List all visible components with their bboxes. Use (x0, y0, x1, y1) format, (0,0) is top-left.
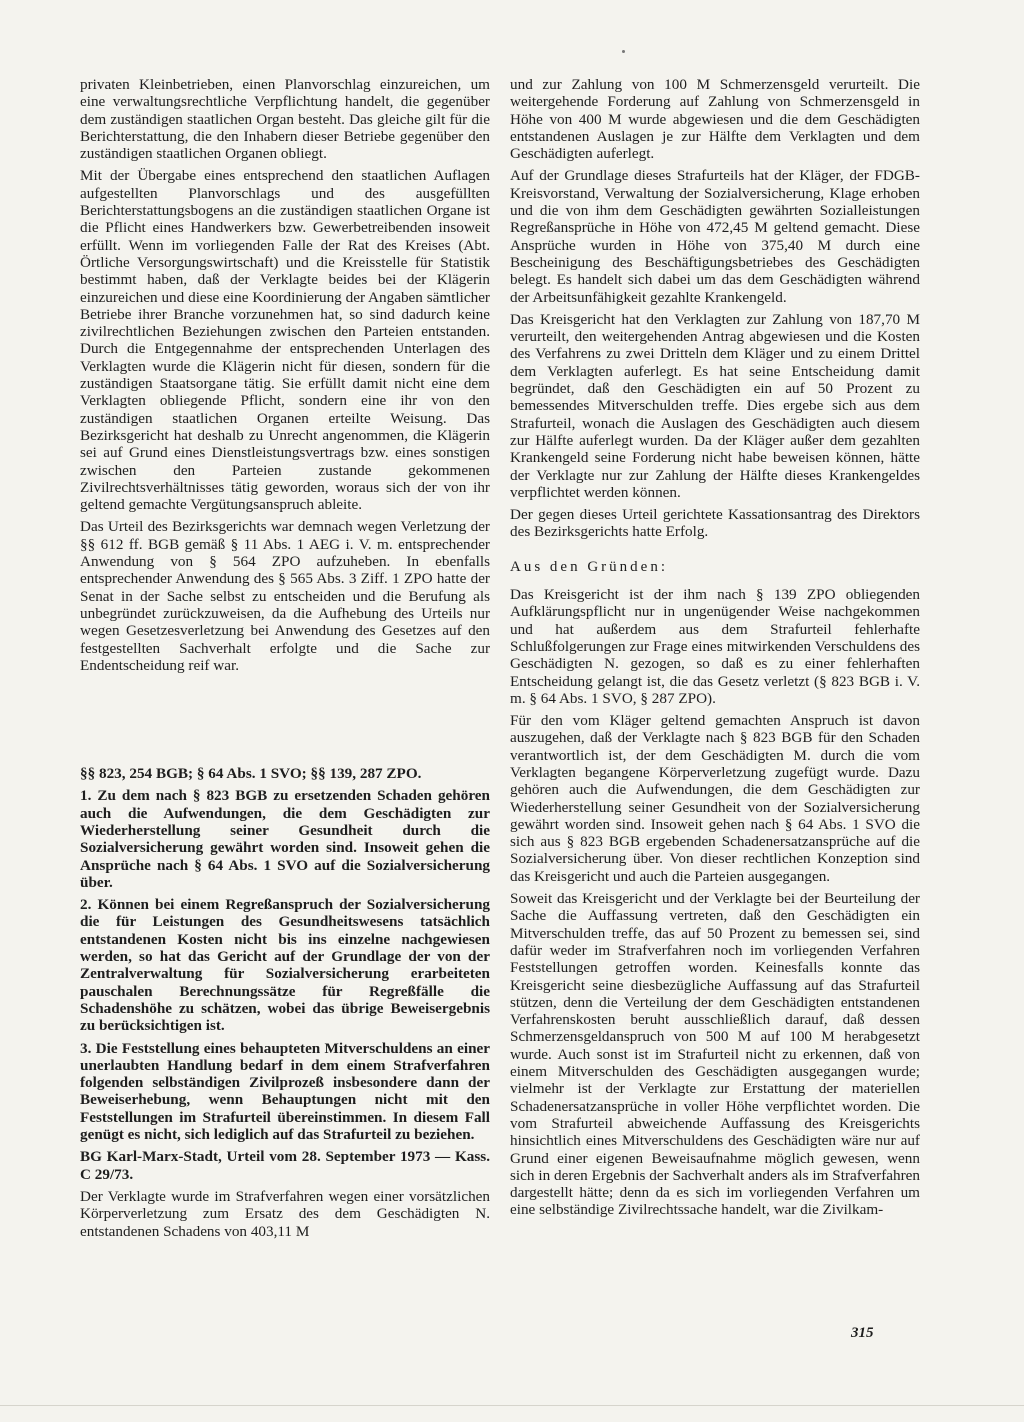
left-column (80, 76, 490, 1245)
paragraph: Das Kreisgericht hat den Verklagten zur Zahlung von 187,70 M verurteilt, den weitergehenden Antrag abgewiesen und die Kosten des Verfahrens zu zwei Dritteln dem Kläger und zu einem Drittel dem Verklagten auferlegt. Es hat seine Entscheidung damit begründet, daß den Geschädigten ein auf 50 Prozent zu bemessendes Mitverschulden treffe. Dies ergebe sich aus dem Strafurteil, wonach die Auslagen des Geschädigten auch diesem zur Hälfte auferlegt wurden. Da der Kläger außer dem gezahlten Krankengeld seine Forderung nicht habe beweisen können, hätte der Verklagte nur zur Zahlung der Hälfte dieses Krankengeldes verpflichtet werden können. (510, 310, 920, 501)
court-citation: BG Karl-Marx-Stadt, Urteil vom 28. September 1973 — Kass. C 29/73. (80, 1148, 490, 1183)
paragraph: Der gegen dieses Urteil gerichtete Kassationsantrag des Direktors des Bezirksgerichts hatte Erfolg. (510, 506, 920, 541)
scan-edge (0, 1405, 1024, 1406)
paragraph: Für den vom Kläger geltend gemachten Anspruch ist davon auszugehen, daß der Verklagte nach § 823 BGB für den Schaden verantwortlich ist, der dem Geschädigten M. durch die vom Verklagten begangene Körperverletzung zugefügt wurde. Dazu gehören auch die Aufwendungen, die dem Geschädigten zur Wiederherstellung seiner Gesundheit von der Sozialversicherung gewährt worden sind. Insoweit gehen nach § 64 Abs. 1 SVO die sich aus § 823 BGB ergebenden Schadenersatzansprüche auf die Sozialversicherung über. Von dieser rechtlichen Konzeption sind das Kreisgericht und auch die Parteien ausgegangen. (510, 712, 920, 885)
page-number: 315 (851, 1325, 874, 1341)
paragraph: Mit der Übergabe eines entsprechend den staatlichen Auflagen aufgestellten Planvorschlags und des ausgefüllten Berichterstattungsbogens an die zuständigen staatlichen Organe ist die Pflicht eines Handwerkers bzw. Gewerbetreibenden insoweit erfüllt. Wenn im vorliegenden Falle der Rat des Kreises (Abt. Örtliche Versorgungswirtschaft) und die Kreisstelle für Statistik bestimmt haben, daß der Verklagte beides bei der Klägerin einzureichen und diese eine Koordinierung der Angaben sämtlicher Betriebe ihrer Branche vorzunehmen hat, so sind dadurch keine zivilrechtlichen Beziehungen zwischen den Parteien entstanden. Durch die Entgegennahme der entsprechenden Unterlagen des Verklagten wurde die Klägerin nicht für diesen, sondern für die zuständigen Staatsorgane tätig. Sie erfüllt damit nicht eine dem Verklagten obliegende Pflicht, sondern eine ihr von den zuständigen staatlichen Organen erteilte Weisung. Das Bezirksgericht hat deshalb zu Unrecht angenommen, die Klägerin sei auf Grund eines Dienstleistungsvertrags bzw. eines sonstigen zwischen den Parteien zustande gekommenen Zivilrechtsverhältnisses tätig geworden, woraus sich der von ihr geltend gemachte Vergütungsanspruch ableite. (80, 167, 490, 514)
headnote-2: 2. Können bei einem Regreßanspruch der Sozialversicherung die für Leistungen des Gesundheitswesens tatsächlich entstandenen Kosten nicht bis ins einzelne nachgewiesen werden, so hat das Gericht auf der Grundlage der von der Zentralverwaltung für Sozialversicherung erarbeiteten pauschalen Berechnungssätze für Regreßfälle die Schadenshöhe zu schätzen, wobei das übrige Beweisergebnis zu berücksichtigen ist. (80, 896, 490, 1035)
section-heading: Aus den Gründen: (510, 558, 668, 575)
spacer (80, 679, 490, 765)
right-column (510, 76, 920, 1224)
paragraph: Das Urteil des Bezirksgerichts war demnach wegen Verletzung der §§ 612 ff. BGB gemäß § 11 Abs. 1 AEG i. V. m. entsprechender Anwendung von § 564 ZPO aufzuheben. In ebenfalls entsprechender Anwendung des § 565 Abs. 3 Ziff. 1 ZPO hatte der Senat in der Sache selbst zu entscheiden und die Berufung als unbegründet zurückzuweisen, da die Aufhebung des Urteils nur wegen Gesetzesverletzung bei Anwendung des Gesetzes auf den festgestellten Sachverhalt erfolgte und die Sache zur Endentscheidung reif war. (80, 518, 490, 674)
paragraph: Der Verklagte wurde im Strafverfahren wegen einer vorsätzlichen Körperverletzung zum Ersatz des dem Geschädigten N. entstandenen Schadens von 403,11 M (80, 1187, 490, 1240)
paragraph: Das Kreisgericht ist der ihm nach § 139 ZPO obliegenden Aufklärungspflicht nur in ungenügender Weise nachgekommen und hat außerdem aus dem Strafurteil fehlerhafte Schlußfolgerungen zur Frage eines mitwirkenden Verschuldens des Geschädigten N. gezogen, so daß es zu einer fehlerhaften Entscheidung gelangt ist, die das Gesetz verletzt (§ 823 BGB i. V. m. § 64 Abs. 1 SVO, § 287 ZPO). (510, 586, 920, 707)
headnote-1: 1. Zu dem nach § 823 BGB zu ersetzenden Schaden gehören auch die Aufwendungen, die dem Geschädigten zur Wiederherstellung seiner Gesundheit durch die Sozialversicherung gewährt worden sind. Insoweit gehen die Ansprüche nach § 64 Abs. 1 SVO auf die Sozialversicherung über. (80, 787, 490, 891)
print-speck (622, 50, 625, 53)
paragraph: privaten Kleinbetrieben, einen Planvorschlag einzureichen, um eine verwaltungsrechtliche Verpflichtung handelt, die gegenüber dem zuständigen staatlichen Organ besteht. Das gleiche gilt für die Berichterstattung, die den Inhabern dieser Betriebe gegenüber den zuständigen staatlichen Organen obliegt. (80, 76, 490, 163)
headnote-3: 3. Die Feststellung eines behaupteten Mitverschuldens an einer unerlaubten Handlung bedarf in dem einem Strafverfahren folgenden selbständigen Zivilprozeß insbesondere dann der Beweiserhebung, wenn Behauptungen nicht mit den Feststellungen im Strafurteil übereinstimmen. In diesem Fall genügt es nicht, sich lediglich auf das Strafurteil zu beziehen. (80, 1039, 490, 1144)
paragraph: und zur Zahlung von 100 M Schmerzensgeld verurteilt. Die weitergehende Forderung auf Zahlung von Schmerzensgeld in Höhe von 400 M wurde abgewiesen und die dem Geschädigten entstandenen Auslagen je zur Hälfte dem Verklagten und dem Geschädigten auferlegt. (510, 76, 920, 163)
legal-norms-heading: §§ 823, 254 BGB; § 64 Abs. 1 SVO; §§ 139, 287 ZPO. (80, 765, 422, 783)
paragraph: Auf der Grundlage dieses Strafurteils hat der Kläger, der FDGB-Kreisvorstand, Verwaltung der Sozialversicherung, Klage erhoben und die von ihm dem Geschädigten gewährten Sozialleistungen Regreßansprüche in Höhe von 472,45 M geltend gemacht. Diese Ansprüche wurden in Höhe von 375,40 M durch eine Bescheinigung des Beschäftigungsbetriebes des Geschädigten belegt. Es handelt sich dabei um das dem Geschädigten während der Arbeitsunfähigkeit gezahlte Krankengeld. (510, 167, 920, 306)
paragraph: Soweit das Kreisgericht und der Verklagte bei der Beurteilung der Sache die Auffassung vertreten, daß den Geschädigten ein Mitverschulden treffe, das auf 50 Prozent zu bemessen sei, sind dafür weder im Strafverfahren noch im vorliegenden Verfahren Feststellungen getroffen worden. Keinesfalls konnte das Kreisgericht seine diesbezügliche Auffassung auf das Strafurteil stützen, denn die Verteilung der dem Geschädigten entstandenen Verfahrenskosten beruht ausschließlich darauf, daß dessen Schmerzensgeldanspruch von 500 M auf 100 M herabgesetzt wurde. Auch sonst ist im Strafurteil nicht zu erkennen, daß von einem Mitverschulden des Geschädigten ausgegangen wurde; vielmehr ist der Verklagte zur Erstattung der materiellen Schadenersatzansprüche in voller Höhe verpflichtet worden. Die vom Strafurteil abweichende Auffassung des Kreisgerichts hinsichtlich eines Mitverschuldens des Geschädigten wäre nur auf Grund einer eigenen Beweisaufnahme möglich gewesen, wenn sich in deren Ergebnis der Sachverhalt anders als im Strafverfahren dargestellt hätte; denn da es sich im vorliegenden Verfahren um eine selbständige Zivilrechtssache handelt, war die Zivilkam- (510, 890, 920, 1219)
